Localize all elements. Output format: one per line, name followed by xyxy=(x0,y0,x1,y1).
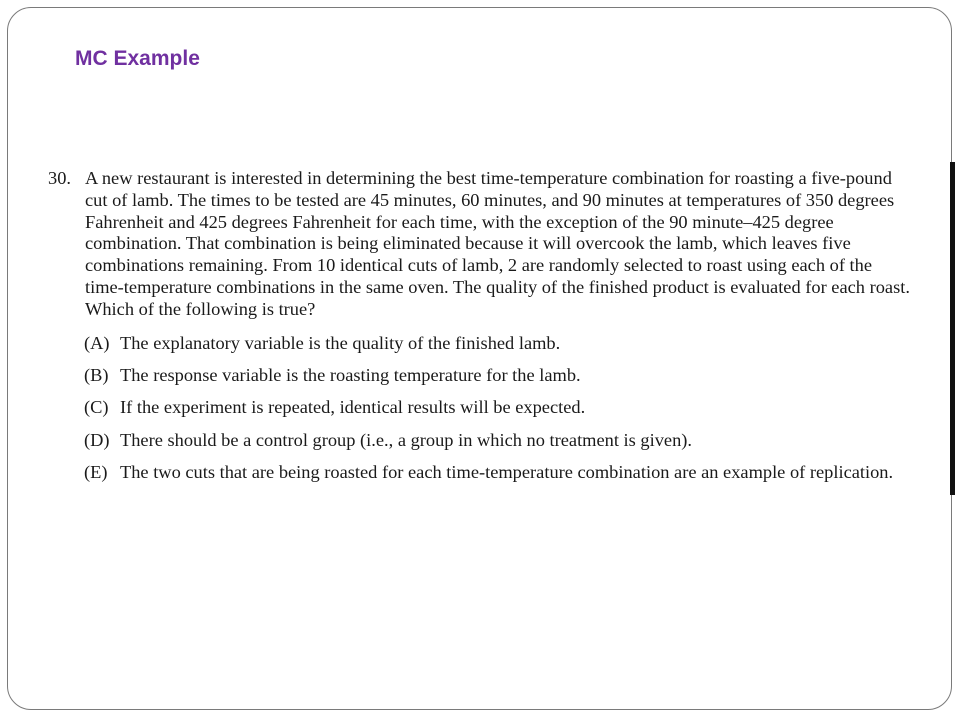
option-letter: (D) xyxy=(84,429,110,450)
option-letter: (E) xyxy=(84,461,108,482)
option-letter: (C) xyxy=(84,397,109,418)
answer-options xyxy=(84,332,954,493)
image-edge-rule xyxy=(950,162,955,495)
answer-option-a xyxy=(84,332,954,364)
option-text: There should be a control group (i.e., a group in which no treatment is given). xyxy=(120,429,692,450)
option-letter: (B) xyxy=(84,365,109,386)
option-text: The two cuts that are being roasted for each time-temperature combination are an example of replication. xyxy=(120,461,894,482)
question-line: A new restaurant is interested in determining the best time-temperature combination for roasting a five-pound xyxy=(85,168,892,188)
question-image xyxy=(48,162,954,495)
question-stem xyxy=(48,168,948,321)
option-text: If the experiment is repeated, identical results will be expected. xyxy=(120,397,586,418)
answer-option-c xyxy=(84,396,954,428)
option-text: The explanatory variable is the quality of the finished lamb. xyxy=(120,333,561,353)
question-text xyxy=(85,168,955,321)
question-number: 30. xyxy=(48,168,71,188)
question-line: cut of lamb. The times to be tested are 45 minutes, 60 minutes, and 90 minutes at temperatures of 350 degrees xyxy=(85,189,895,210)
answer-option-d xyxy=(84,429,954,461)
option-letter: (A) xyxy=(84,333,110,353)
answer-option-b xyxy=(84,364,954,396)
slide-title: MC Example xyxy=(75,47,200,70)
question-line: Fahrenheit and 425 degrees Fahrenheit for each time, with the exception of the 90 minute–425 degree xyxy=(85,211,834,232)
question-line: time-temperature combinations in the same oven. The quality of the finished product is evaluated for each roast. xyxy=(85,276,910,297)
answer-option-e xyxy=(84,461,954,493)
question-line: combinations remaining. From 10 identical cuts of lamb, 2 are randomly selected to roast using each of the xyxy=(85,255,873,276)
question-line: Which of the following is true? xyxy=(85,298,316,319)
question-line: combination. That combination is being eliminated because it will overcook the lamb, which leaves five xyxy=(85,233,851,254)
option-text: The response variable is the roasting temperature for the lamb. xyxy=(120,365,581,386)
